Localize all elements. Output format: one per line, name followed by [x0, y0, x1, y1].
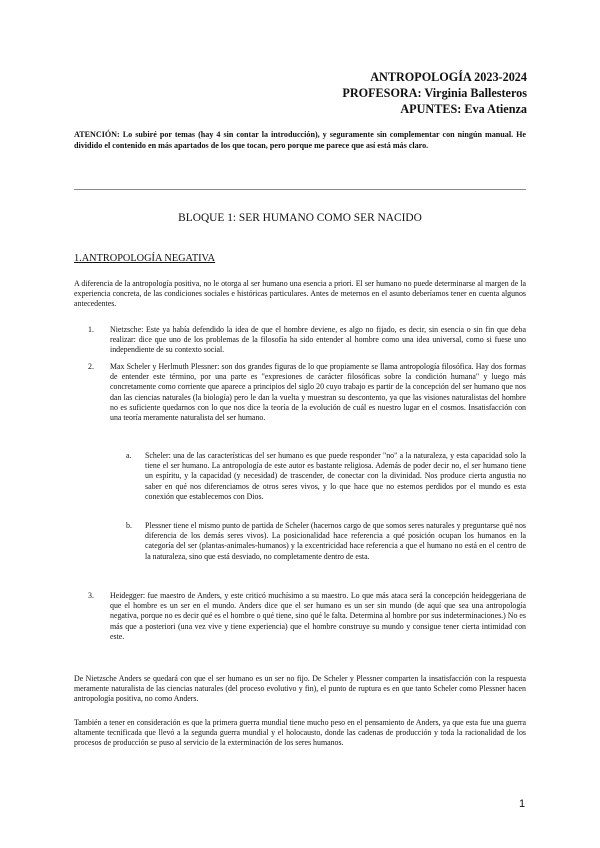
block-title: BLOQUE 1: SER HUMANO COMO SER NACIDO: [178, 212, 422, 224]
list-item-text: Heidegger: fue maestro de Anders, y este criticó muchísimo a su maestro. Lo que más ataca será la concepción heideggeriana de que el hombre es un ser en el mundo. Anders dice que el ser humano es un ser sin mundo (de aquí que sea una antropología negativa, porque no es decir qué es el hombre o qué tiene, sino qué le falta. Determina al hombre por sus indeterminaciones.) No es más que a posteriori (una vez vive y tiene experiencia) que el hombre construye su mundo y consigue tener cierta intimidad con este.: [110, 591, 526, 641]
document-header: [342, 69, 527, 117]
attention-label: ATENCIÓN: [74, 130, 118, 139]
sub-list-text: Scheler: una de las características del ser humano es que puede responder "no" a la naturaleza, y esta capacidad solo la tiene el ser humano. La antropología de este autor es bastante religiosa. Además de poder decir no, el ser humano tiene un espíritu, y la capacidad (y necesidad) de trascender, de conectar con la divinidad. Nos produce cierta angustia no saber en qué nos diferenciamos de otros seres vivos, y lo que hace que no estemos perdidos por el mundo es esta conexión que establecemos con Dios.: [145, 451, 526, 501]
section-title: 1.ANTROPOLOGÍA NEGATIVA: [74, 253, 216, 264]
teacher-line: PROFESORA: Virginia Ballesteros: [342, 86, 527, 100]
list-item-text: Nietzsche: Este ya había defendido la idea de que el hombre deviene, es algo no fijado, es decir, sin esencia o sin fin que deba realizar: dice que uno de los problemas de la filosofía ha sido entender al hombre como una idea universal, como si fuese uno independiente de su contexto social.: [110, 325, 526, 355]
sub-list-text: Plessner tiene el mismo punto de partida de Scheler (hacernos cargo de que somos seres naturales y preguntarse qué nos diferencia de los demás seres vivos). La posicionalidad hace referencia a qué posición ocupan los humanos en la categoría del ser (plantas-animales-humanos) y la excentricidad hace referencia a que el humano no está en el centro de la naturaleza, sino que está desviado, no completamente dentro de esta.: [145, 521, 526, 561]
attention-note: [74, 129, 526, 151]
attention-text: : Lo subiré por temas (hay 4 sin contar la introducción), y seguramente sin complementar con ningún manual. He dividido el contenido en más apartados de los que tocan, pero porque me parece que así está más claro.: [74, 130, 526, 150]
notes-author-line: APUNTES: Eva Atienza: [400, 102, 527, 116]
page-number: 1: [519, 798, 526, 810]
list-item-number: 3.: [88, 591, 94, 600]
course-title: ANTROPOLOGÍA 2023-2024: [370, 70, 527, 84]
sub-list-letter: b.: [126, 521, 132, 530]
intro-paragraph: A diferencia de la antropología positiva, no le otorga al ser humano una esencia a priori. El ser humano no puede determinarse al margen de la experiencia concreta, de las condiciones sociales e históricas particulares. Antes de meternos en el asunto deberíamos tener en cuenta algunos antecedentes.: [74, 279, 526, 309]
conclusion-paragraph: De Nietzsche Anders se quedará con que el ser humano es un ser no fijo. De Scheler y Plessner comparten la insatisfacción con la respuesta meramente naturalista de las ciencias naturales (del proceso evolutivo y fin), el punto de ruptura es en que tanto Scheler como Plessner hacen antropología positiva, no como Anders.: [74, 674, 526, 704]
sub-list-letter: a.: [126, 451, 132, 460]
list-item-number: 2.: [88, 362, 94, 371]
list-item-text: Max Scheler y Herlmuth Plessner: son dos grandes figuras de lo que propiamente se llama antropología filosófica. Hay dos formas de entender este término, por una parte es "expresiones de carácter filosóficas sobre la condición humana" y luego más concretamente como corriente que aparece a principios del siglo 20 cuyo trabajo es partir de la concepción del ser humano que nos dan las ciencias naturales (la biología) pero le dan la vuelta y muestran su descontento, ya que las visiones naturalistas del hombre no es suficiente quedarnos con lo que nos dice la teoría de la evolución de cuál es nuestro lugar en el cosmos. Insatisfacción con una teoría meramente naturalista del ser humano.: [110, 362, 526, 423]
horizontal-divider: [74, 189, 526, 190]
final-paragraph: También a tener en consideración es que la primera guerra mundial tiene mucho peso en el pensamiento de Anders, ya que esta fue una guerra altamente tecnificada que llevó a la segunda guerra mundial y el holocausto, donde las cadenas de producción y toda la racionalidad de los procesos de producción se puso al servicio de la exterminación de los seres humanos.: [74, 718, 526, 748]
list-item-number: 1.: [88, 325, 94, 334]
